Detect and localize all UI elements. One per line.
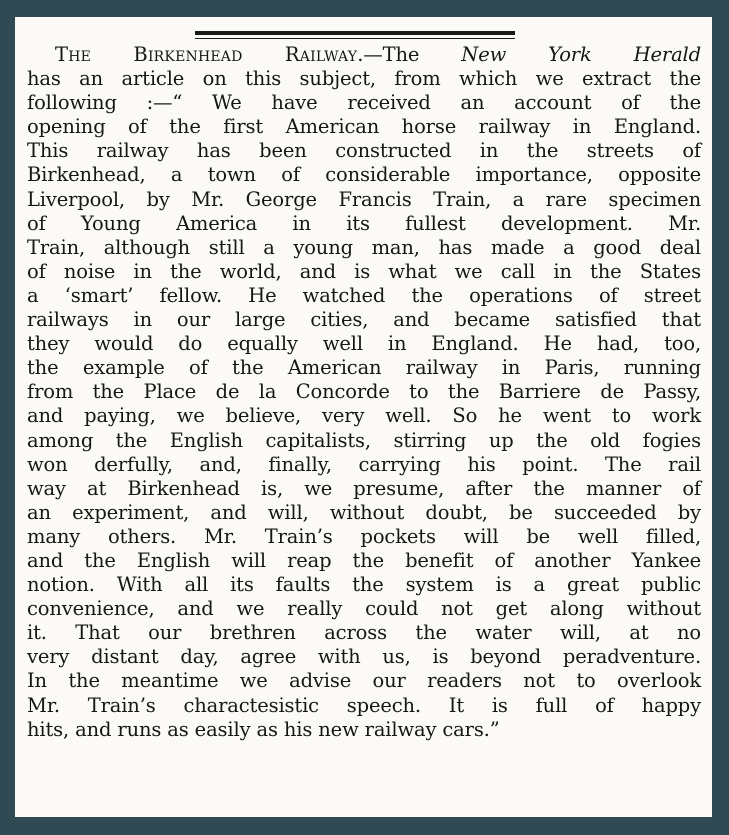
article-line: opening of the first American horse railway in England.	[27, 115, 701, 139]
article-line: convenience, and we really could not get along without	[27, 597, 701, 621]
article-lead: .—The	[357, 43, 462, 66]
article-line: of noise in the world, and is what we call in the States	[27, 259, 701, 283]
article-line: railways in our large cities, and became satisfied that	[27, 308, 701, 332]
article-line: of Young America in its fullest development. Mr.	[27, 211, 701, 235]
article-line: won derfully, and, finally, carrying his point. The rail	[27, 452, 701, 476]
article-line: from the Place de la Concorde to the Barriere de Passy,	[27, 380, 701, 404]
article-line: way at Birkenhead is, we presume, after the manner of	[27, 476, 701, 500]
article-line: This railway has been constructed in the streets of	[27, 139, 701, 163]
article-line: and the English will reap the benefit of another Yankee	[27, 548, 701, 572]
article-line: an experiment, and will, without doubt, be succeeded by	[27, 500, 701, 524]
article-line: Birkenhead, a town of considerable importance, opposite	[27, 163, 701, 187]
article-line: the example of the American railway in Paris, running	[27, 356, 701, 380]
newspaper-clipping	[15, 17, 712, 817]
article-line: notion. With all its faults the system is a great public	[27, 573, 701, 597]
newspaper-name: New York Herald	[461, 43, 701, 66]
header-rule-thin	[195, 38, 515, 39]
article-line: many others. Mr. Train’s pockets will be well filled,	[27, 524, 701, 548]
article-line: it. That our brethren across the water will, at no	[27, 621, 701, 645]
article-line: and paying, we believe, very well. So he went to work	[27, 404, 701, 428]
article-line: they would do equally well in England. He had, too,	[27, 332, 701, 356]
article-line: Liverpool, by Mr. George Francis Train, a rare specimen	[27, 187, 701, 211]
article-line: Mr. Train’s charactesistic speech. It is full of happy	[27, 693, 701, 717]
article-body	[27, 43, 701, 742]
article-title: The Birkenhead Railway	[55, 43, 358, 66]
article-lines	[27, 67, 701, 742]
article-line: has an article on this subject, from which we extract the	[27, 67, 701, 91]
article-line: In the meantime we advise our readers not to overlook	[27, 669, 701, 693]
article-line: very distant day, agree with us, is beyond peradventure.	[27, 645, 701, 669]
article-line: Train, although still a young man, has made a good deal	[27, 235, 701, 259]
article-line: a ‘smart’ fellow. He watched the operations of street	[27, 283, 701, 307]
header-rule-thick	[195, 31, 515, 35]
article-line: following :—“ We have received an account of the	[27, 91, 701, 115]
article-line: hits, and runs as easily as his new railway cars.”	[27, 717, 500, 741]
article-line: among the English capitalists, stirring up the old fogies	[27, 428, 701, 452]
article-first-line	[27, 43, 701, 67]
